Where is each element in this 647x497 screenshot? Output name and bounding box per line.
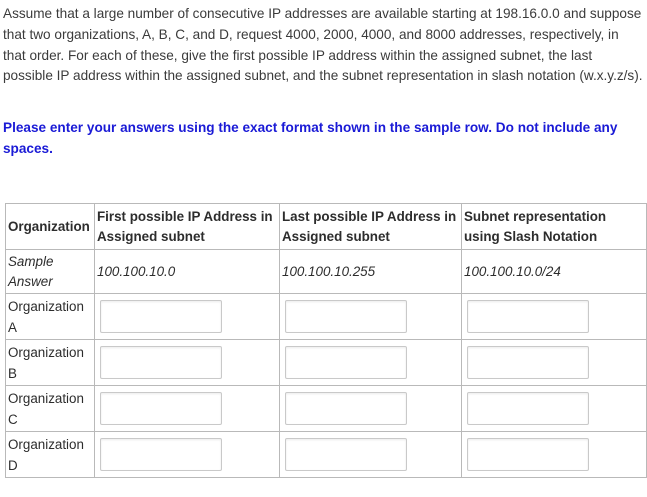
- org-b-first-ip-input[interactable]: [100, 346, 222, 379]
- instruction-text: Please enter your answers using the exact format shown in the sample row. Do not include any spaces.: [3, 120, 618, 156]
- question-text: Assume that a large number of consecutive IP addresses are available starting at 198.16.0.0 and suppose that two organizations, A, B, C, and D, request 4000, 2000, 4000, and 8000 addresses, respectively, in that order. For each of these, give the first possible IP address within the assigned subnet, the last possible IP address within the assigned subnet, and the subnet representation in slash notation (w.x.y.z/s).: [3, 6, 643, 84]
- sample-row: [6, 250, 647, 294]
- header-organization: Organization: [6, 204, 95, 250]
- sample-first-ip: 100.100.10.0: [95, 250, 280, 294]
- answer-table: [5, 203, 647, 478]
- org-c-label: Organization C: [6, 386, 95, 432]
- org-c-last-ip-input[interactable]: [285, 392, 407, 425]
- org-d-slash-input[interactable]: [467, 438, 589, 471]
- header-first-ip: First possible IP Address in Assigned subnet: [95, 204, 280, 250]
- table-header-row: [6, 204, 647, 250]
- sample-label: Sample Answer: [6, 250, 95, 294]
- sample-last-ip: 100.100.10.255: [280, 250, 462, 294]
- org-a-label: Organization A: [6, 294, 95, 340]
- org-a-first-ip-input[interactable]: [100, 300, 222, 333]
- table-row: [6, 340, 647, 386]
- table-row: [6, 386, 647, 432]
- org-b-slash-input[interactable]: [467, 346, 589, 379]
- sample-slash: 100.100.10.0/24: [462, 250, 647, 294]
- org-d-last-ip-input[interactable]: [285, 438, 407, 471]
- table-row: [6, 294, 647, 340]
- table-row: [6, 432, 647, 478]
- org-d-label: Organization D: [6, 432, 95, 478]
- org-c-slash-input[interactable]: [467, 392, 589, 425]
- header-last-ip: Last possible IP Address in Assigned subnet: [280, 204, 462, 250]
- org-b-label: Organization B: [6, 340, 95, 386]
- org-b-last-ip-input[interactable]: [285, 346, 407, 379]
- org-d-first-ip-input[interactable]: [100, 438, 222, 471]
- header-slash-notation: Subnet representation using Slash Notation: [462, 204, 647, 250]
- org-c-first-ip-input[interactable]: [100, 392, 222, 425]
- org-a-slash-input[interactable]: [467, 300, 589, 333]
- org-a-last-ip-input[interactable]: [285, 300, 407, 333]
